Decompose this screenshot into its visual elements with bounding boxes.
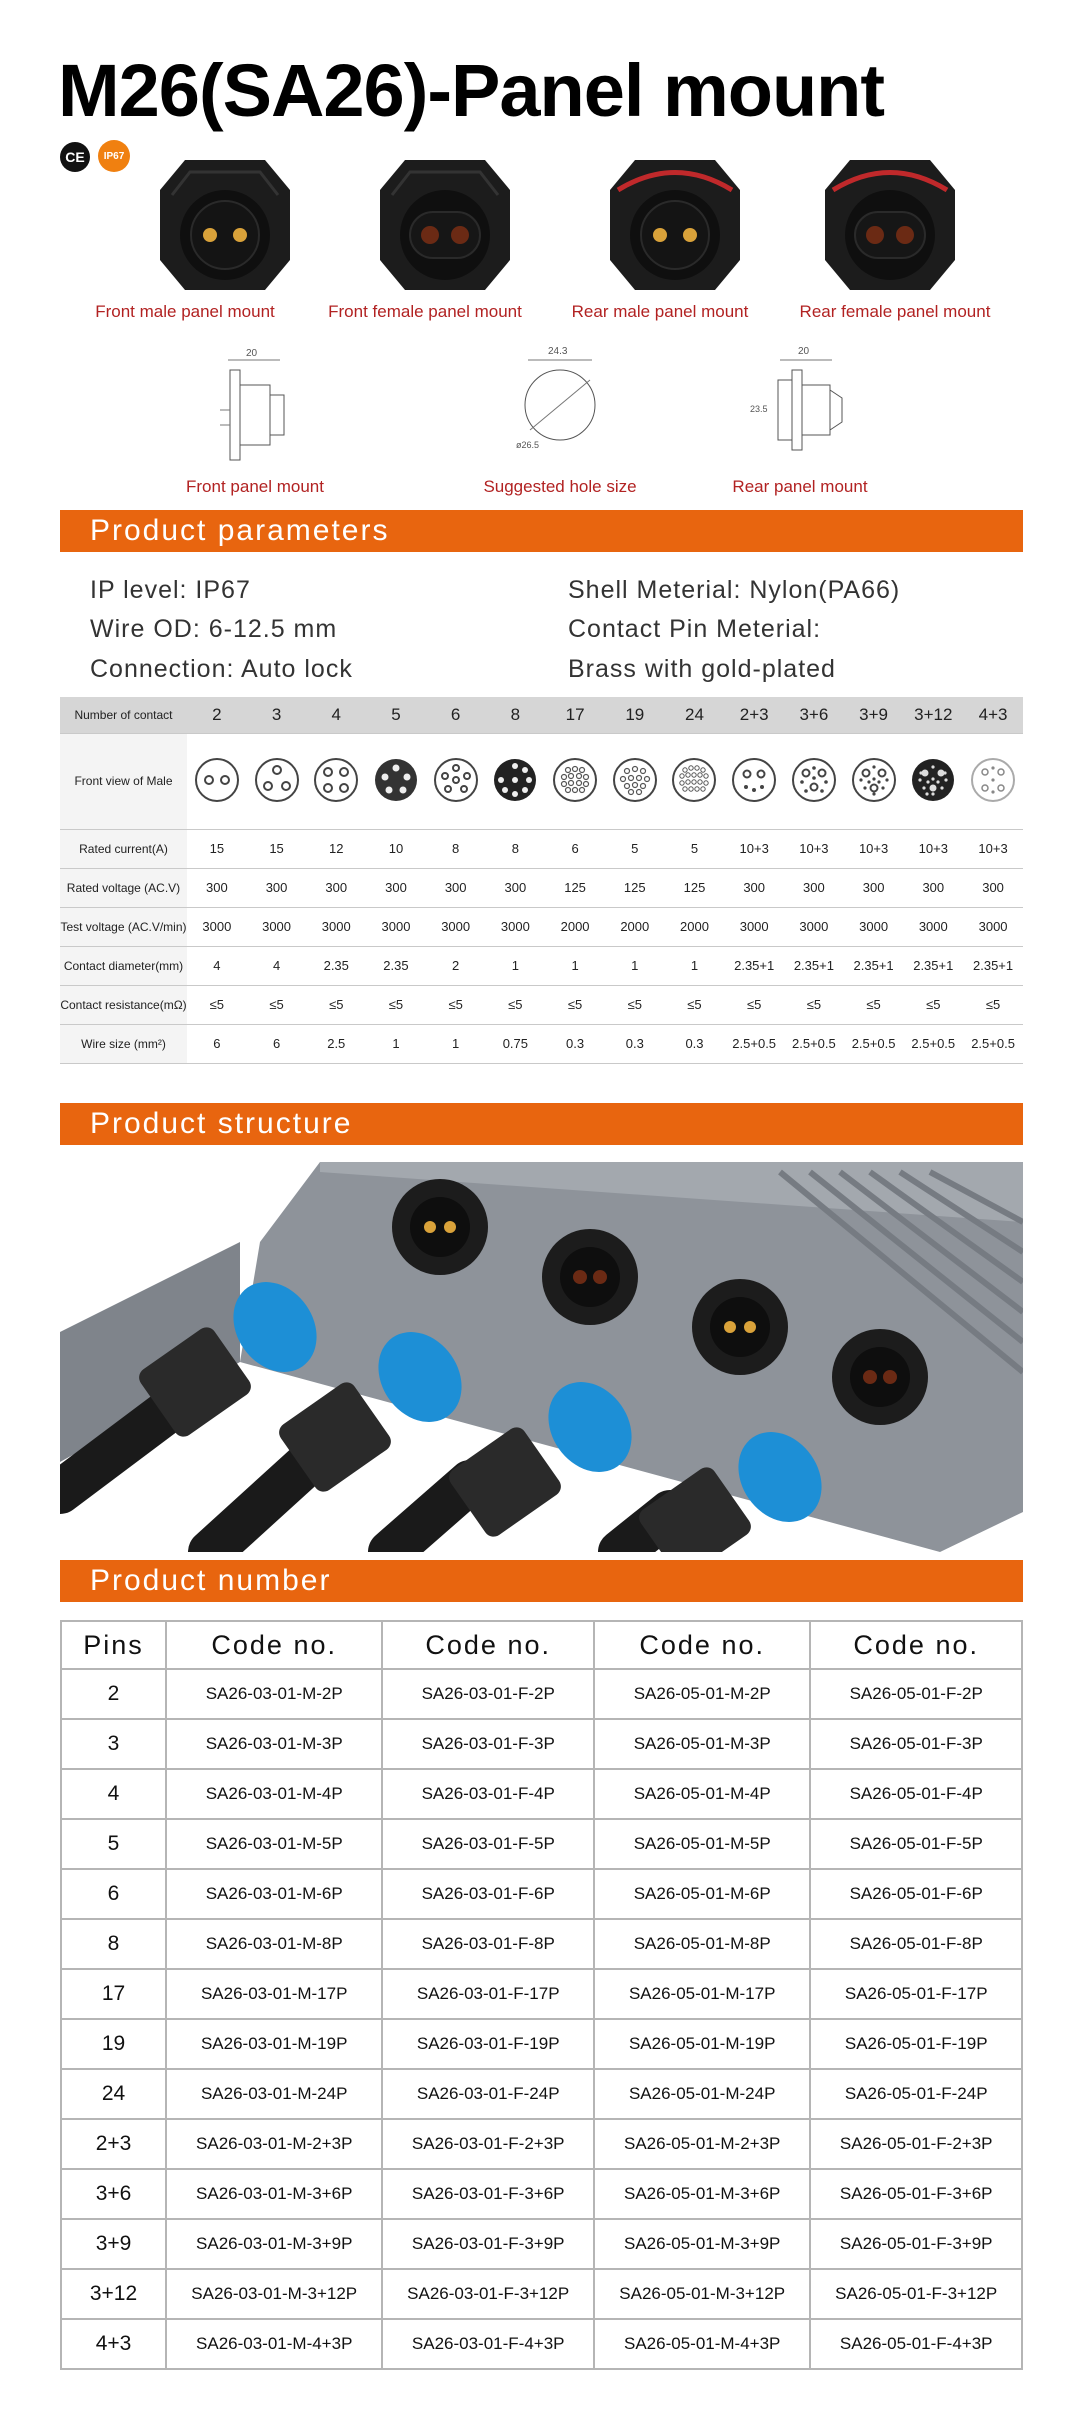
code-cell: SA26-03-01-F-4P <box>382 1769 594 1819</box>
column-header-code: Code no. <box>810 1621 1022 1669</box>
dim-20-rear-label: 20 <box>798 346 810 357</box>
code-cell: SA26-05-01-F-5P <box>810 1819 1022 1869</box>
pinout-17-icon <box>551 756 599 804</box>
pins-cell: 3 <box>61 1719 166 1769</box>
code-cell: SA26-03-01-M-17P <box>166 1969 382 2019</box>
param-pin-material: Contact Pin Meterial: <box>568 615 822 643</box>
product-code-table <box>60 1620 1023 2370</box>
pinout-3-12-icon <box>909 756 957 804</box>
pins-cell: 17 <box>61 1969 166 2019</box>
spec-cell: ≤5 <box>724 985 784 1024</box>
spec-cell: 300 <box>963 868 1023 907</box>
pinout-2-3-icon <box>730 756 778 804</box>
spec-cell: 3000 <box>187 907 247 946</box>
pinout-5-icon <box>372 756 420 804</box>
dim-24-3-label: 24.3 <box>548 346 568 357</box>
code-cell: SA26-03-01-F-17P <box>382 1969 594 2019</box>
spec-cell: ≤5 <box>187 985 247 1024</box>
spec-cell: 300 <box>903 868 963 907</box>
code-cell: SA26-05-01-F-6P <box>810 1869 1022 1919</box>
spec-cell: 125 <box>665 868 725 907</box>
spec-cell: 3000 <box>963 907 1023 946</box>
contact-count: 3+6 <box>784 697 844 733</box>
param-shell-material: Shell Meterial: Nylon(PA66) <box>568 576 901 604</box>
code-cell: SA26-05-01-F-24P <box>810 2069 1022 2119</box>
spec-cell: 300 <box>784 868 844 907</box>
spec-cell: 10+3 <box>963 829 1023 868</box>
code-cell: SA26-03-01-F-2+3P <box>382 2119 594 2169</box>
spec-header-row <box>60 697 1023 733</box>
contact-count: 19 <box>605 697 665 733</box>
spec-cell: 4 <box>187 946 247 985</box>
table-row <box>61 1819 1022 1869</box>
contact-count: 17 <box>545 697 605 733</box>
pinout-3-9-icon <box>850 756 898 804</box>
pins-cell: 3+12 <box>61 2269 166 2319</box>
code-cell: SA26-03-01-M-3+12P <box>166 2269 382 2319</box>
code-cell: SA26-05-01-F-3+12P <box>810 2269 1022 2319</box>
pinout-4-icon <box>312 756 360 804</box>
spec-cell: 2.35+1 <box>784 946 844 985</box>
spec-cell: 4 <box>247 946 307 985</box>
code-cell: SA26-03-01-M-6P <box>166 1869 382 1919</box>
spec-cell: 3000 <box>366 907 426 946</box>
code-cell: SA26-03-01-F-2P <box>382 1669 594 1719</box>
spec-cell: 300 <box>187 868 247 907</box>
spec-row-current <box>60 829 1023 868</box>
spec-cell: 300 <box>426 868 486 907</box>
contact-count: 8 <box>486 697 546 733</box>
spec-cell: 0.75 <box>486 1024 546 1063</box>
spec-cell: 15 <box>247 829 307 868</box>
spec-cell: 8 <box>486 829 546 868</box>
spec-row-test-voltage <box>60 907 1023 946</box>
spec-cell: 2.5+0.5 <box>844 1024 904 1063</box>
spec-cell: 6 <box>247 1024 307 1063</box>
code-cell: SA26-05-01-F-19P <box>810 2019 1022 2069</box>
code-cell: SA26-05-01-M-6P <box>594 1869 810 1919</box>
pinout-3-6-icon <box>790 756 838 804</box>
spec-cell: 2.35+1 <box>963 946 1023 985</box>
contact-count: 3+12 <box>903 697 963 733</box>
code-cell: SA26-05-01-M-3+6P <box>594 2169 810 2219</box>
spec-cell: 2.35 <box>306 946 366 985</box>
spec-cell: 3000 <box>844 907 904 946</box>
spec-cell: 300 <box>486 868 546 907</box>
spec-cell: ≤5 <box>903 985 963 1024</box>
hole-size-drawing <box>510 340 610 470</box>
table-row <box>61 1769 1022 1819</box>
spec-cell: 6 <box>187 1024 247 1063</box>
contact-count: 6 <box>426 697 486 733</box>
rear-female-connector-photo <box>805 150 975 300</box>
code-cell: SA26-03-01-F-6P <box>382 1869 594 1919</box>
section-header-number: Product number <box>60 1560 1023 1602</box>
code-cell: SA26-05-01-M-4+3P <box>594 2319 810 2369</box>
spec-cell: 10+3 <box>903 829 963 868</box>
code-cell: SA26-03-01-F-19P <box>382 2019 594 2069</box>
code-cell: SA26-05-01-M-19P <box>594 2019 810 2069</box>
spec-cell: 300 <box>306 868 366 907</box>
spec-cell: 12 <box>306 829 366 868</box>
drawing-label-hole: Suggested hole size <box>483 477 637 496</box>
spec-row-label: Contact resistance(mΩ) <box>60 985 187 1024</box>
spec-cell: ≤5 <box>963 985 1023 1024</box>
spec-cell: 3000 <box>247 907 307 946</box>
ce-mark-icon: CE <box>60 142 90 172</box>
code-cell: SA26-03-01-F-4+3P <box>382 2319 594 2369</box>
table-row <box>61 2219 1022 2269</box>
code-cell: SA26-05-01-M-3P <box>594 1719 810 1769</box>
code-cell: SA26-03-01-F-24P <box>382 2069 594 2119</box>
code-cell: SA26-03-01-F-5P <box>382 1819 594 1869</box>
contact-count: 4 <box>306 697 366 733</box>
pinout-3-icon <box>253 756 301 804</box>
table-row <box>61 2119 1022 2169</box>
pinout-19-icon <box>611 756 659 804</box>
column-header-code: Code no. <box>382 1621 594 1669</box>
code-cell: SA26-05-01-M-2P <box>594 1669 810 1719</box>
spec-cell: 1 <box>605 946 665 985</box>
dim-23-5-label: 23.5 <box>750 404 768 414</box>
product-structure-illustration <box>60 1162 1023 1552</box>
code-cell: SA26-05-01-M-24P <box>594 2069 810 2119</box>
spec-cell: 6 <box>545 829 605 868</box>
product-label-rear-female: Rear female panel mount <box>799 302 991 321</box>
code-cell: SA26-05-01-F-3+9P <box>810 2219 1022 2269</box>
spec-cell: 300 <box>366 868 426 907</box>
front-female-connector-photo <box>360 150 530 300</box>
spec-cell: 2000 <box>545 907 605 946</box>
rear-male-connector-photo <box>590 150 760 300</box>
spec-cell: 5 <box>665 829 725 868</box>
code-cell: SA26-05-01-F-3+6P <box>810 2169 1022 2219</box>
code-cell: SA26-03-01-M-3P <box>166 1719 382 1769</box>
pins-cell: 3+6 <box>61 2169 166 2219</box>
contact-count: 3+9 <box>844 697 904 733</box>
code-cell: SA26-03-01-F-3P <box>382 1719 594 1769</box>
pinout-2-icon <box>193 756 241 804</box>
table-row <box>61 1869 1022 1919</box>
spec-cell: 5 <box>605 829 665 868</box>
code-cell: SA26-05-01-F-8P <box>810 1919 1022 1969</box>
code-cell: SA26-05-01-F-2+3P <box>810 2119 1022 2169</box>
spec-cell: ≤5 <box>605 985 665 1024</box>
code-cell: SA26-05-01-M-4P <box>594 1769 810 1819</box>
table-row <box>61 2019 1022 2069</box>
pins-cell: 4 <box>61 1769 166 1819</box>
code-cell: SA26-03-01-M-4+3P <box>166 2319 382 2369</box>
contact-count: 2+3 <box>724 697 784 733</box>
code-cell: SA26-03-01-M-5P <box>166 1819 382 1869</box>
pinout-4-3-icon <box>969 756 1017 804</box>
code-cell: SA26-03-01-M-4P <box>166 1769 382 1819</box>
code-cell: SA26-05-01-F-17P <box>810 1969 1022 2019</box>
spec-cell: ≤5 <box>784 985 844 1024</box>
spec-row-label: Front view of Male <box>60 733 187 829</box>
pins-cell: 4+3 <box>61 2319 166 2369</box>
contact-count: 4+3 <box>963 697 1023 733</box>
code-cell: SA26-05-01-M-2+3P <box>594 2119 810 2169</box>
product-label-front-female: Front female panel mount <box>328 302 522 321</box>
spec-cell: ≤5 <box>545 985 605 1024</box>
column-header-pins: Pins <box>61 1621 166 1669</box>
spec-row-wire-size <box>60 1024 1023 1063</box>
code-cell: SA26-03-01-M-2+3P <box>166 2119 382 2169</box>
spec-cell: 10 <box>366 829 426 868</box>
spec-cell: ≤5 <box>665 985 725 1024</box>
spec-cell: ≤5 <box>366 985 426 1024</box>
code-cell: SA26-05-01-M-3+9P <box>594 2219 810 2269</box>
drawing-label-front: Front panel mount <box>186 477 324 496</box>
ip67-badge-icon: IP67 <box>98 140 130 172</box>
table-row <box>61 1969 1022 2019</box>
column-header-code: Code no. <box>594 1621 810 1669</box>
spec-table <box>60 697 1023 1064</box>
code-cell: SA26-03-01-F-3+9P <box>382 2219 594 2269</box>
spec-cell: 10+3 <box>724 829 784 868</box>
table-row <box>61 2069 1022 2119</box>
spec-cell: ≤5 <box>426 985 486 1024</box>
table-row <box>61 2319 1022 2369</box>
spec-cell: 2 <box>426 946 486 985</box>
pins-cell: 6 <box>61 1869 166 1919</box>
spec-row-resistance <box>60 985 1023 1024</box>
pinout-8-icon <box>491 756 539 804</box>
pinout-6-icon <box>432 756 480 804</box>
code-header-row <box>61 1621 1022 1669</box>
spec-cell: 125 <box>545 868 605 907</box>
spec-cell: 1 <box>665 946 725 985</box>
spec-cell: 3000 <box>426 907 486 946</box>
spec-cell: 2.35 <box>366 946 426 985</box>
spec-cell: 3000 <box>784 907 844 946</box>
contact-count: 24 <box>665 697 725 733</box>
column-header-code: Code no. <box>166 1621 382 1669</box>
pins-cell: 8 <box>61 1919 166 1969</box>
code-cell: SA26-05-01-M-8P <box>594 1919 810 1969</box>
code-cell: SA26-03-01-F-3+6P <box>382 2169 594 2219</box>
page-title: M26(SA26)-Panel mount <box>58 49 885 132</box>
table-row <box>61 1919 1022 1969</box>
code-cell: SA26-03-01-M-8P <box>166 1919 382 1969</box>
product-label-rear-male: Rear male panel mount <box>571 302 749 321</box>
code-cell: SA26-05-01-F-2P <box>810 1669 1022 1719</box>
spec-cell: 2.5+0.5 <box>903 1024 963 1063</box>
spec-row-label: Rated voltage (AC.V) <box>60 868 187 907</box>
spec-cell: 3000 <box>486 907 546 946</box>
code-cell: SA26-05-01-M-17P <box>594 1969 810 2019</box>
spec-cell: 300 <box>247 868 307 907</box>
pinout-24-icon <box>670 756 718 804</box>
spec-cell: 2000 <box>665 907 725 946</box>
pins-cell: 19 <box>61 2019 166 2069</box>
param-wire-od: Wire OD: 6-12.5 mm <box>90 615 338 643</box>
contact-count: 5 <box>366 697 426 733</box>
section-header-parameters: Product parameters <box>60 510 1023 552</box>
spec-cell: 1 <box>366 1024 426 1063</box>
spec-row-label: Wire size (mm²) <box>60 1024 187 1063</box>
spec-cell: 300 <box>844 868 904 907</box>
spec-row-label: Test voltage (AC.V/min) <box>60 907 187 946</box>
spec-cell: ≤5 <box>486 985 546 1024</box>
spec-row-label: Rated current(A) <box>60 829 187 868</box>
spec-cell: ≤5 <box>306 985 366 1024</box>
spec-cell: 3000 <box>724 907 784 946</box>
table-row <box>61 2269 1022 2319</box>
pins-cell: 2+3 <box>61 2119 166 2169</box>
rear-panel-mount-drawing <box>750 340 860 470</box>
spec-row-voltage <box>60 868 1023 907</box>
param-ip-level: IP level: IP67 <box>90 576 251 604</box>
spec-cell: ≤5 <box>844 985 904 1024</box>
table-row <box>61 2169 1022 2219</box>
spec-cell: 0.3 <box>545 1024 605 1063</box>
spec-cell: 1 <box>486 946 546 985</box>
spec-cell: 2.5+0.5 <box>784 1024 844 1063</box>
spec-cell: 2.35+1 <box>844 946 904 985</box>
pins-cell: 5 <box>61 1819 166 1869</box>
section-header-structure: Product structure <box>60 1103 1023 1145</box>
spec-cell: 15 <box>187 829 247 868</box>
spec-cell: 3000 <box>306 907 366 946</box>
code-cell: SA26-03-01-M-3+6P <box>166 2169 382 2219</box>
spec-row-label: Contact diameter(mm) <box>60 946 187 985</box>
code-cell: SA26-05-01-M-5P <box>594 1819 810 1869</box>
spec-cell: 2.5 <box>306 1024 366 1063</box>
code-cell: SA26-05-01-F-3P <box>810 1719 1022 1769</box>
code-cell: SA26-03-01-M-19P <box>166 2019 382 2069</box>
spec-cell: 300 <box>724 868 784 907</box>
code-cell: SA26-05-01-F-4+3P <box>810 2319 1022 2369</box>
spec-cell: 1 <box>426 1024 486 1063</box>
spec-cell: ≤5 <box>247 985 307 1024</box>
param-pin-plating: Brass with gold-plated <box>568 655 836 683</box>
pins-cell: 3+9 <box>61 2219 166 2269</box>
spec-front-view-row <box>60 733 1023 829</box>
param-connection: Connection: Auto lock <box>90 655 353 683</box>
spec-cell: 125 <box>605 868 665 907</box>
code-cell: SA26-03-01-M-24P <box>166 2069 382 2119</box>
code-cell: SA26-03-01-M-3+9P <box>166 2219 382 2269</box>
spec-cell: 0.3 <box>605 1024 665 1063</box>
spec-cell: 2.5+0.5 <box>963 1024 1023 1063</box>
contact-count: 3 <box>247 697 307 733</box>
pins-cell: 2 <box>61 1669 166 1719</box>
spec-cell: 0.3 <box>665 1024 725 1063</box>
product-label-front-male: Front male panel mount <box>95 302 275 321</box>
code-cell: SA26-03-01-M-2P <box>166 1669 382 1719</box>
code-cell: SA26-05-01-F-4P <box>810 1769 1022 1819</box>
dim-20-label: 20 <box>246 348 258 359</box>
dim-26-5-label: ø26.5 <box>516 440 540 450</box>
front-male-connector-photo <box>140 150 310 300</box>
pins-cell: 24 <box>61 2069 166 2119</box>
drawing-label-rear: Rear panel mount <box>732 477 868 496</box>
table-row <box>61 1719 1022 1769</box>
code-cell: SA26-03-01-F-3+12P <box>382 2269 594 2319</box>
spec-row-label: Number of contact <box>60 697 187 733</box>
contact-count: 2 <box>187 697 247 733</box>
spec-cell: 1 <box>545 946 605 985</box>
spec-cell: 2000 <box>605 907 665 946</box>
spec-cell: 3000 <box>903 907 963 946</box>
front-panel-mount-drawing <box>200 340 310 470</box>
table-row <box>61 1669 1022 1719</box>
spec-cell: 10+3 <box>844 829 904 868</box>
code-cell: SA26-05-01-M-3+12P <box>594 2269 810 2319</box>
spec-cell: 2.35+1 <box>903 946 963 985</box>
spec-row-diameter <box>60 946 1023 985</box>
code-cell: SA26-03-01-F-8P <box>382 1919 594 1969</box>
spec-cell: 10+3 <box>784 829 844 868</box>
spec-cell: 2.5+0.5 <box>724 1024 784 1063</box>
spec-cell: 8 <box>426 829 486 868</box>
spec-cell: 2.35+1 <box>724 946 784 985</box>
